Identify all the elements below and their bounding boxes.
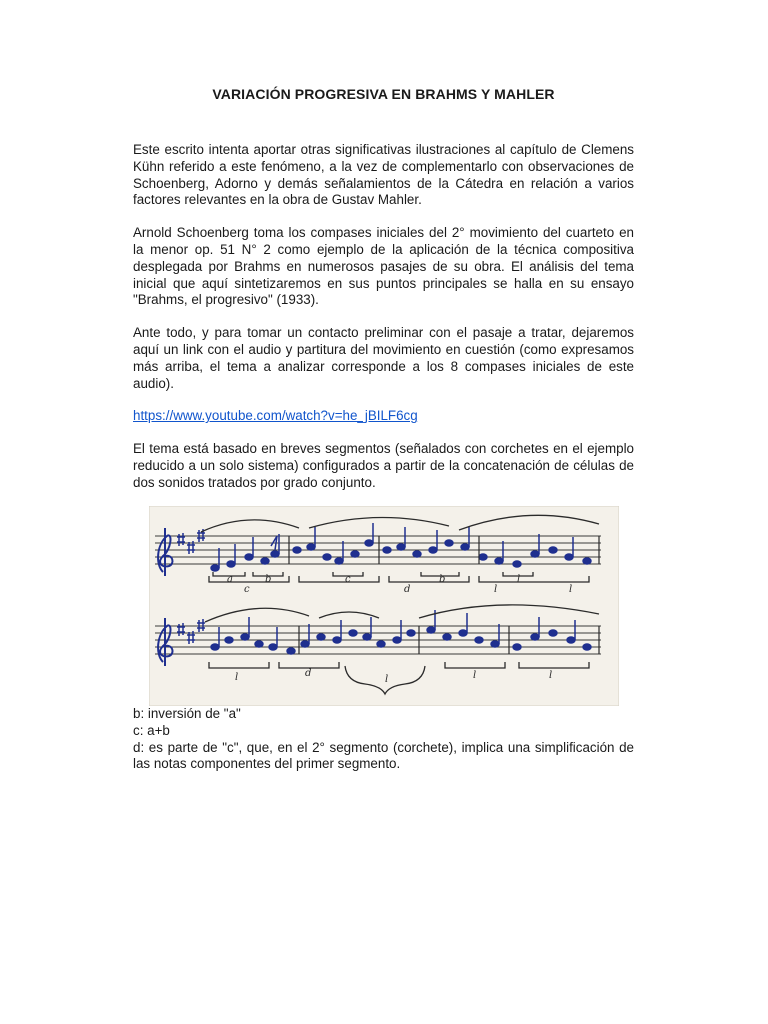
- svg-text:l: l: [473, 670, 477, 681]
- document-page: [133, 86, 634, 508]
- legend-item-b: b: inversión de "a": [133, 706, 241, 721]
- svg-text:l: l: [569, 584, 573, 595]
- legend-item-c: c: a+b: [133, 722, 170, 738]
- svg-text:d: d: [404, 584, 411, 595]
- svg-text:a: a: [227, 574, 233, 585]
- svg-text:l: l: [517, 574, 521, 585]
- svg-text:l: l: [385, 674, 389, 685]
- page-title: VARIACIÓN PROGRESIVA EN BRAHMS Y MAHLER: [212, 86, 555, 102]
- svg-text:b: b: [265, 574, 272, 585]
- svg-text:l: l: [549, 670, 553, 681]
- legend-item-d: d: es parte de "c", que, en el 2° segmento (corchete), implica una simplificación de las notas componentes del primer segmento.: [133, 739, 634, 772]
- score-drawing: [149, 506, 619, 706]
- handwritten-score-image: [149, 506, 619, 706]
- paragraph-audio: Ante todo, y para tomar un contacto preliminar con el pasaje a tratar, dejaremos aquí un link con el audio y partitura del movimiento en cuestión (como expresamos más arriba, el tema a analizar corresponde a los 8 compases iniciales de este audio).: [133, 325, 634, 391]
- svg-text:d: d: [305, 668, 312, 679]
- svg-text:l: l: [235, 672, 239, 683]
- paragraph-segments: El tema está basado en breves segmentos (señalados con corchetes en el ejemplo reducido a un solo sistema) configurados a partir de la concatenación de células de dos sonidos tratados por grado conjunto.: [133, 441, 634, 490]
- svg-text:c: c: [345, 574, 351, 585]
- svg-text:l: l: [494, 584, 498, 595]
- svg-text:b: b: [439, 574, 446, 585]
- legend: [133, 706, 634, 773]
- svg-text:c: c: [244, 584, 250, 595]
- youtube-link[interactable]: https://www.youtube.com/watch?v=he_jBILF6cg: [133, 408, 418, 424]
- paragraph-schoenberg: Arnold Schoenberg toma los compases iniciales del 2° movimiento del cuarteto en la menor op. 51 N° 2 como ejemplo de la aplicación de la técnica compositiva desplegada por Brahms en numerosos pasajes de su obra. El análisis del tema inicial que aquí sintetizaremos en sus puntos principales se halla en su ensayo "Brahms, el progresivo" (1933).: [133, 225, 634, 308]
- paragraph-intro: Este escrito intenta aportar otras significativas ilustraciones al capítulo de Clemens Kühn referido a este fenómeno, a la vez de complementarlo con observaciones de Schoenberg, Adorno y demás señalamientos de la Cátedra en relación a varios factores relevantes en la obra de Gustav Mahler.: [133, 142, 634, 208]
